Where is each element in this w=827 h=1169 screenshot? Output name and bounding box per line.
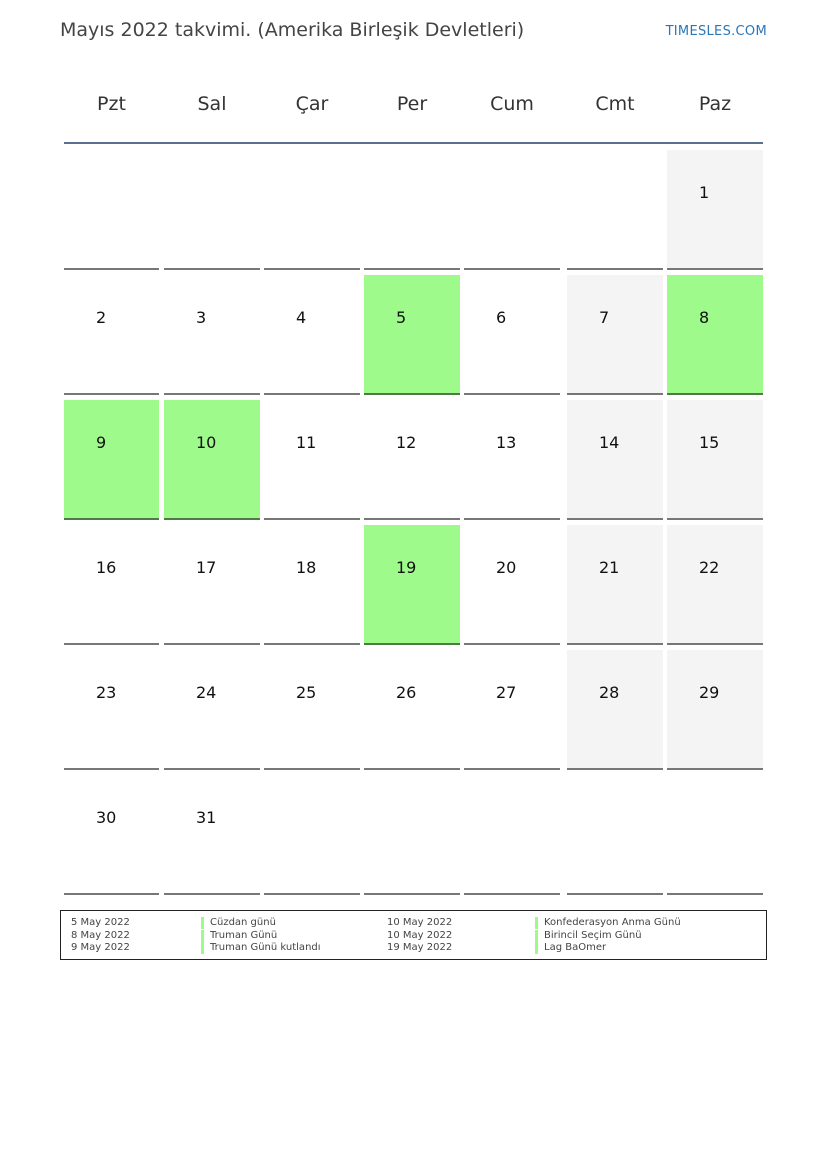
day-cell-21 <box>567 525 663 645</box>
day-number: 28 <box>599 683 620 702</box>
empty-day-cell <box>667 775 763 895</box>
empty-day-cell <box>464 775 560 895</box>
day-cell-15 <box>667 400 763 520</box>
day-number: 29 <box>699 683 720 702</box>
day-number: 17 <box>196 558 217 577</box>
day-number: 21 <box>599 558 620 577</box>
empty-day-cell <box>364 775 460 895</box>
day-cell-26 <box>364 650 460 770</box>
day-cell-3 <box>164 275 260 395</box>
weekday-4: Cum <box>490 93 534 115</box>
day-number: 31 <box>196 808 217 827</box>
day-number: 19 <box>396 558 417 577</box>
empty-day-cell <box>64 150 159 270</box>
day-cell-19 <box>364 525 460 645</box>
day-number: 6 <box>496 308 507 327</box>
day-cell-24 <box>164 650 260 770</box>
day-cell-7 <box>567 275 663 395</box>
day-number: 23 <box>96 683 117 702</box>
legend-date: 10 May 2022 <box>387 929 453 941</box>
day-number: 10 <box>196 433 217 452</box>
day-number: 15 <box>699 433 720 452</box>
day-cell-18 <box>264 525 360 645</box>
legend-holiday-name: Konfederasyon Anma Günü <box>535 917 681 929</box>
day-number: 9 <box>96 433 107 452</box>
day-number: 26 <box>396 683 417 702</box>
weekday-5: Cmt <box>595 93 635 115</box>
empty-day-cell <box>567 150 663 270</box>
weekday-3: Per <box>396 93 428 115</box>
holiday-legend <box>60 910 767 960</box>
day-cell-8 <box>667 275 763 395</box>
legend-holiday-name: Truman Günü <box>201 930 277 942</box>
day-number: 22 <box>699 558 720 577</box>
day-cell-30 <box>64 775 159 895</box>
day-number: 11 <box>296 433 317 452</box>
legend-date: 19 May 2022 <box>387 942 453 953</box>
day-cell-22 <box>667 525 763 645</box>
day-cell-25 <box>264 650 360 770</box>
day-number: 16 <box>96 558 117 577</box>
day-cell-9 <box>64 400 159 520</box>
day-number: 7 <box>599 308 610 327</box>
page-title: Mayıs 2022 takvimi. (Amerika Birleşik Devletleri) <box>60 19 525 41</box>
day-cell-14 <box>567 400 663 520</box>
day-cell-12 <box>364 400 460 520</box>
day-cell-29 <box>667 650 763 770</box>
empty-day-cell <box>264 775 360 895</box>
legend-date: 10 May 2022 <box>387 917 453 928</box>
legend-date: 9 May 2022 <box>71 942 130 953</box>
empty-day-cell <box>264 150 360 270</box>
legend-date: 5 May 2022 <box>71 917 130 928</box>
day-number: 27 <box>496 683 517 702</box>
legend-holiday-name: Birincil Seçim Günü <box>535 930 642 942</box>
day-cell-20 <box>464 525 560 645</box>
day-cell-2 <box>64 275 159 395</box>
empty-day-cell <box>164 150 260 270</box>
day-number: 13 <box>496 433 517 452</box>
empty-day-cell <box>464 150 560 270</box>
day-number: 24 <box>196 683 217 702</box>
day-number: 1 <box>699 183 710 202</box>
day-cell-23 <box>64 650 159 770</box>
weekday-1: Sal <box>197 93 227 115</box>
day-number: 25 <box>296 683 317 702</box>
legend-date: 8 May 2022 <box>71 929 130 941</box>
weekday-header <box>64 80 763 128</box>
day-cell-6 <box>464 275 560 395</box>
day-cell-17 <box>164 525 260 645</box>
weekday-2: Çar <box>295 93 329 115</box>
day-number: 4 <box>296 308 307 327</box>
day-cell-16 <box>64 525 159 645</box>
day-cell-11 <box>264 400 360 520</box>
day-number: 30 <box>96 808 117 827</box>
weekday-0: Pzt <box>97 93 126 115</box>
day-number: 8 <box>699 308 710 327</box>
day-cell-1 <box>667 150 763 270</box>
empty-day-cell <box>567 775 663 895</box>
legend-holiday-name: Lag BaOmer <box>535 942 606 954</box>
day-cell-4 <box>264 275 360 395</box>
day-number: 20 <box>496 558 517 577</box>
day-number: 14 <box>599 433 620 452</box>
day-cell-28 <box>567 650 663 770</box>
day-number: 3 <box>196 308 207 327</box>
day-cell-13 <box>464 400 560 520</box>
day-cell-27 <box>464 650 560 770</box>
brand-link[interactable]: TIMESLES.COM <box>665 24 767 39</box>
day-cell-5 <box>364 275 460 395</box>
weekday-6: Paz <box>698 93 732 115</box>
day-cell-10 <box>164 400 260 520</box>
empty-day-cell <box>364 150 460 270</box>
legend-holiday-name: Cüzdan günü <box>201 917 276 929</box>
legend-holiday-name: Truman Günü kutlandı <box>201 942 321 954</box>
day-number: 5 <box>396 308 407 327</box>
day-number: 18 <box>296 558 317 577</box>
day-number: 2 <box>96 308 107 327</box>
day-cell-31 <box>164 775 260 895</box>
day-number: 12 <box>396 433 417 452</box>
header-divider <box>64 142 763 144</box>
